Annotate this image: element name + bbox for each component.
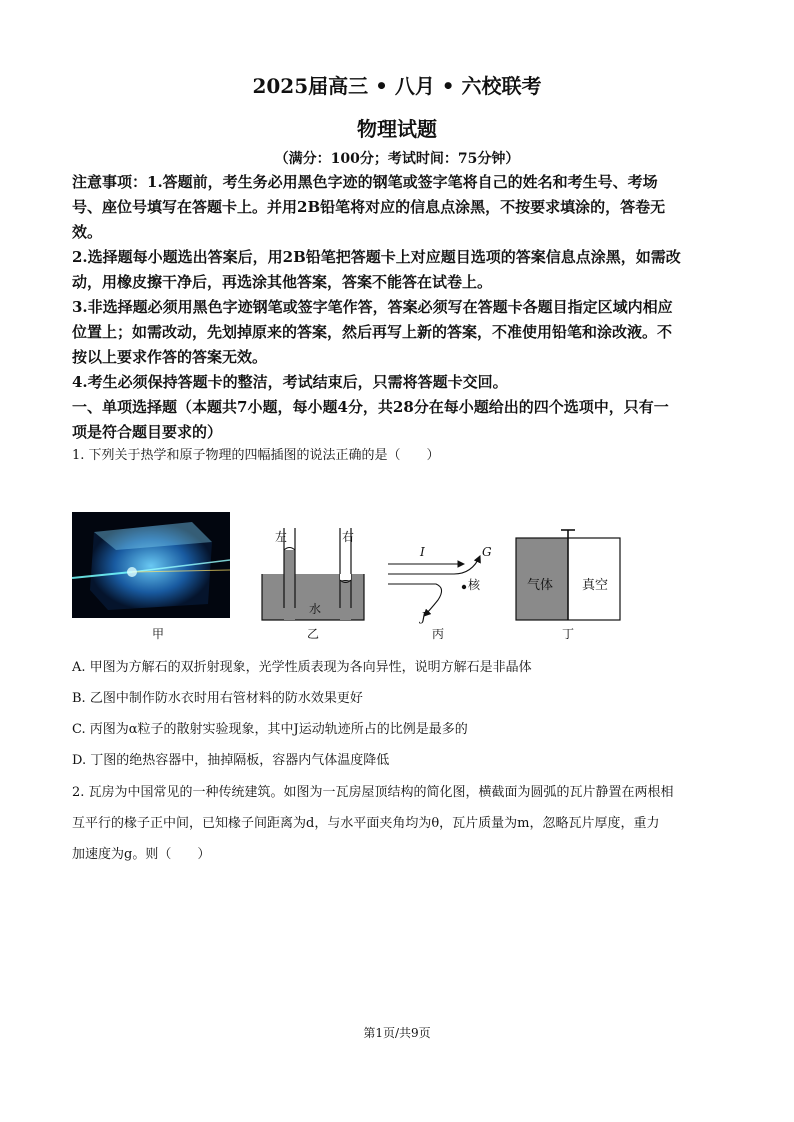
notice-2-line-b: 动，用橡皮擦干净后，再选涂其他答案，答案不能答在试卷上。 — [72, 273, 493, 291]
notice-4: 4.考生必须保持答题卡的整洁，考试结束后，只需将答题卡交回。 — [72, 373, 508, 391]
label-vacuum: 真空 — [582, 578, 609, 593]
q1-option-a: A. 甲图为方解石的双折射现象，光学性质表现为各向异性，说明方解石是非晶体 — [72, 660, 532, 675]
q1-option-c: C. 丙图为α粒子的散射实验现象，其中J运动轨迹所占的比例是最多的 — [72, 722, 468, 737]
caption-jia: 甲 — [151, 627, 164, 641]
q1-stem: 1. 下列关于热学和原子物理的四幅插图的说法正确的是（ ） — [72, 448, 440, 463]
section-1-line-a: 一、单项选择题（本题共7小题，每小题4分，共28分在每小题给出的四个选项中，只有一 — [72, 398, 669, 416]
label-nucleus: 核 — [468, 578, 481, 592]
notice-1-line-a: 注意事项：1.答题前，考生务必用黑色字迹的钢笔或签字笔将自己的姓名和考生号、考场 — [72, 173, 658, 191]
notice-1-line-c: 效。 — [72, 223, 103, 241]
label-i: I — [420, 545, 425, 559]
label-left: 左 — [275, 530, 288, 544]
figure-jia-calcite — [72, 512, 230, 618]
q1-option-d: D. 丁图的绝热容器中，抽掉隔板，容器内气体温度降低 — [72, 753, 390, 768]
section-1-line-b: 项是符合题目要求的） — [72, 423, 223, 441]
subject-title: 物理试题 — [357, 117, 437, 141]
notice-3-line-b: 位置上；如需改动，先划掉原来的答案，然后再写上新的答案，不准使用铅笔和涂改液。不 — [72, 323, 673, 341]
label-g: G — [482, 545, 492, 559]
q2-stem-line-3: 加速度为g。则（ ） — [72, 847, 211, 862]
notice-1-line-b: 号、座位号填写在答题卡上。并用2B铅笔将对应的信息点涂黑，不按要求填涂的，答卷无 — [72, 198, 666, 216]
notice-2-line-a: 2.选择题每小题选出答案后，用2B铅笔把答题卡上对应题目选项的答案信息点涂黑，如需改 — [72, 248, 681, 266]
q2-stem-line-2: 互平行的椽子正中间，已知椽子间距离为d，与水平面夹角均为θ，瓦片质量为m，忽略瓦片厚度，重力 — [72, 816, 660, 831]
notice-3-line-a: 3.非选择题必须用黑色字迹钢笔或签字笔作答，答案必须写在答题卡各题目指定区域内相应 — [72, 298, 673, 316]
label-gas: 气体 — [527, 578, 554, 593]
exam-title: 2025届高三 • 八月 • 六校联考 — [252, 74, 542, 98]
notice-3-line-c: 按以上要求作答的答案无效。 — [72, 348, 268, 366]
label-water: 水 — [309, 602, 322, 616]
q1-option-b: B. 乙图中制作防水衣时用右管材料的防水效果更好 — [72, 691, 363, 706]
label-right: 右 — [342, 530, 355, 544]
q2-stem-line-1: 2. 瓦房为中国常见的一种传统建筑。如图为一瓦房屋顶结构的简化图，横截面为圆弧的瓦片静置在两根相 — [72, 785, 674, 800]
caption-ding: 丁 — [561, 627, 574, 641]
caption-bing: 丙 — [431, 627, 444, 641]
page-footer: 第1页/共9页 — [363, 1026, 431, 1040]
exam-meta: （满分：100分；考试时间：75分钟） — [274, 151, 520, 167]
label-j: J — [421, 610, 426, 624]
caption-yi: 乙 — [306, 627, 319, 641]
